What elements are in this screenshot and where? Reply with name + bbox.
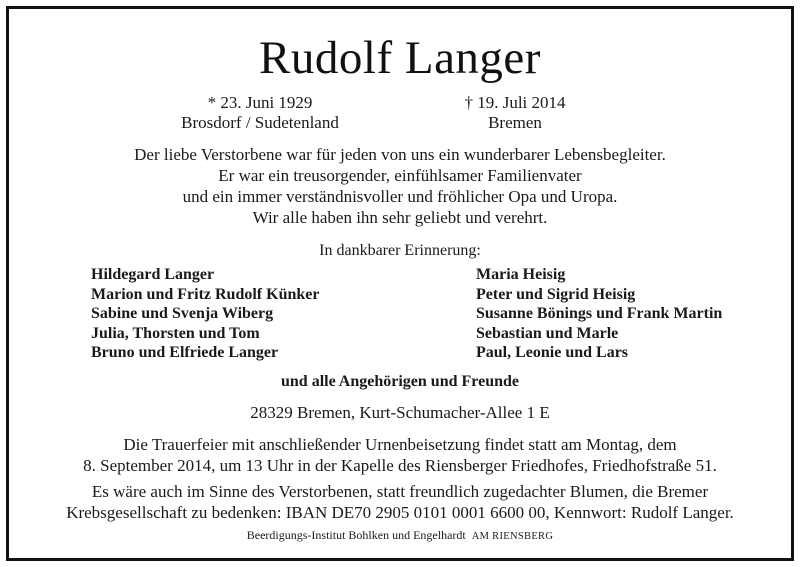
funeral-notice (0, 434, 800, 476)
funeral-line: Die Trauerfeier mit anschließender Urnenbeisetzung findet statt am Montag, dem (123, 435, 677, 454)
death-date: † 19. Juli 2014 (464, 93, 566, 112)
mourner-name: Susanne Bönings und Frank Martin (476, 305, 723, 323)
mourners-left-column (91, 265, 319, 363)
mourner-name: Sebastian und Marle (476, 324, 619, 342)
tribute-text (0, 144, 800, 207)
tribute-line: und ein immer verständnisvoller und fröhlicher Opa und Uropa. (182, 187, 618, 206)
mourner-name: Paul, Leonie und Lars (476, 344, 629, 362)
birth-date: * 23. Juni 1929 (207, 93, 313, 112)
birth-info (150, 93, 370, 133)
mourner-name: Hildegard Langer (91, 266, 215, 283)
death-place: Bremen (488, 113, 542, 132)
mourners-right-column (476, 265, 722, 363)
donation-line: Es wäre auch im Sinne des Verstorbenen, statt freundlich zugedachter Blumen, die Bremer (91, 482, 709, 501)
mourner-name: Marion und Fritz Rudolf Künker (91, 285, 320, 303)
tribute-line: Er war ein treusorgender, einfühlsamer Familienvater (218, 166, 582, 185)
birth-place: Brosdorf / Sudetenland (181, 113, 339, 132)
donation-line: Krebsgesellschaft zu bedenken: IBAN DE70 2905 0101 0001 6600 00, Kennwort: Rudolf Langer. (66, 503, 734, 522)
donation-notice (0, 481, 800, 523)
institute-location: AM RIENSBERG (471, 531, 554, 542)
mourner-name: Sabine und Svenja Wiberg (91, 305, 274, 323)
remembrance-heading: In dankbarer Erinnerung: (319, 242, 481, 259)
mourning-address: 28329 Bremen, Kurt-Schumacher-Allee 1 E (250, 403, 550, 422)
deceased-name: Rudolf Langer (259, 32, 541, 84)
death-info (415, 93, 615, 133)
mourner-name: Bruno und Elfriede Langer (91, 344, 279, 362)
tribute-line: Der liebe Verstorbene war für jeden von uns ein wunderbarer Lebensbegleiter. (134, 145, 666, 164)
funeral-institute (0, 528, 800, 544)
mourner-name: Julia, Thorsten und Tom (91, 324, 260, 342)
institute-name: Beerdigungs-Institut Bohlken und Engelhardt (246, 528, 466, 542)
mourner-name: Maria Heisig (476, 266, 566, 283)
mourners-closing: und alle Angehörigen und Freunde (281, 373, 519, 390)
love-line: Wir alle haben ihn sehr geliebt und verehrt. (252, 208, 548, 227)
mourner-name: Peter und Sigrid Heisig (476, 285, 636, 303)
funeral-line: 8. September 2014, um 13 Uhr in der Kapelle des Riensberger Friedhofes, Friedhofstraße 51. (83, 456, 717, 475)
